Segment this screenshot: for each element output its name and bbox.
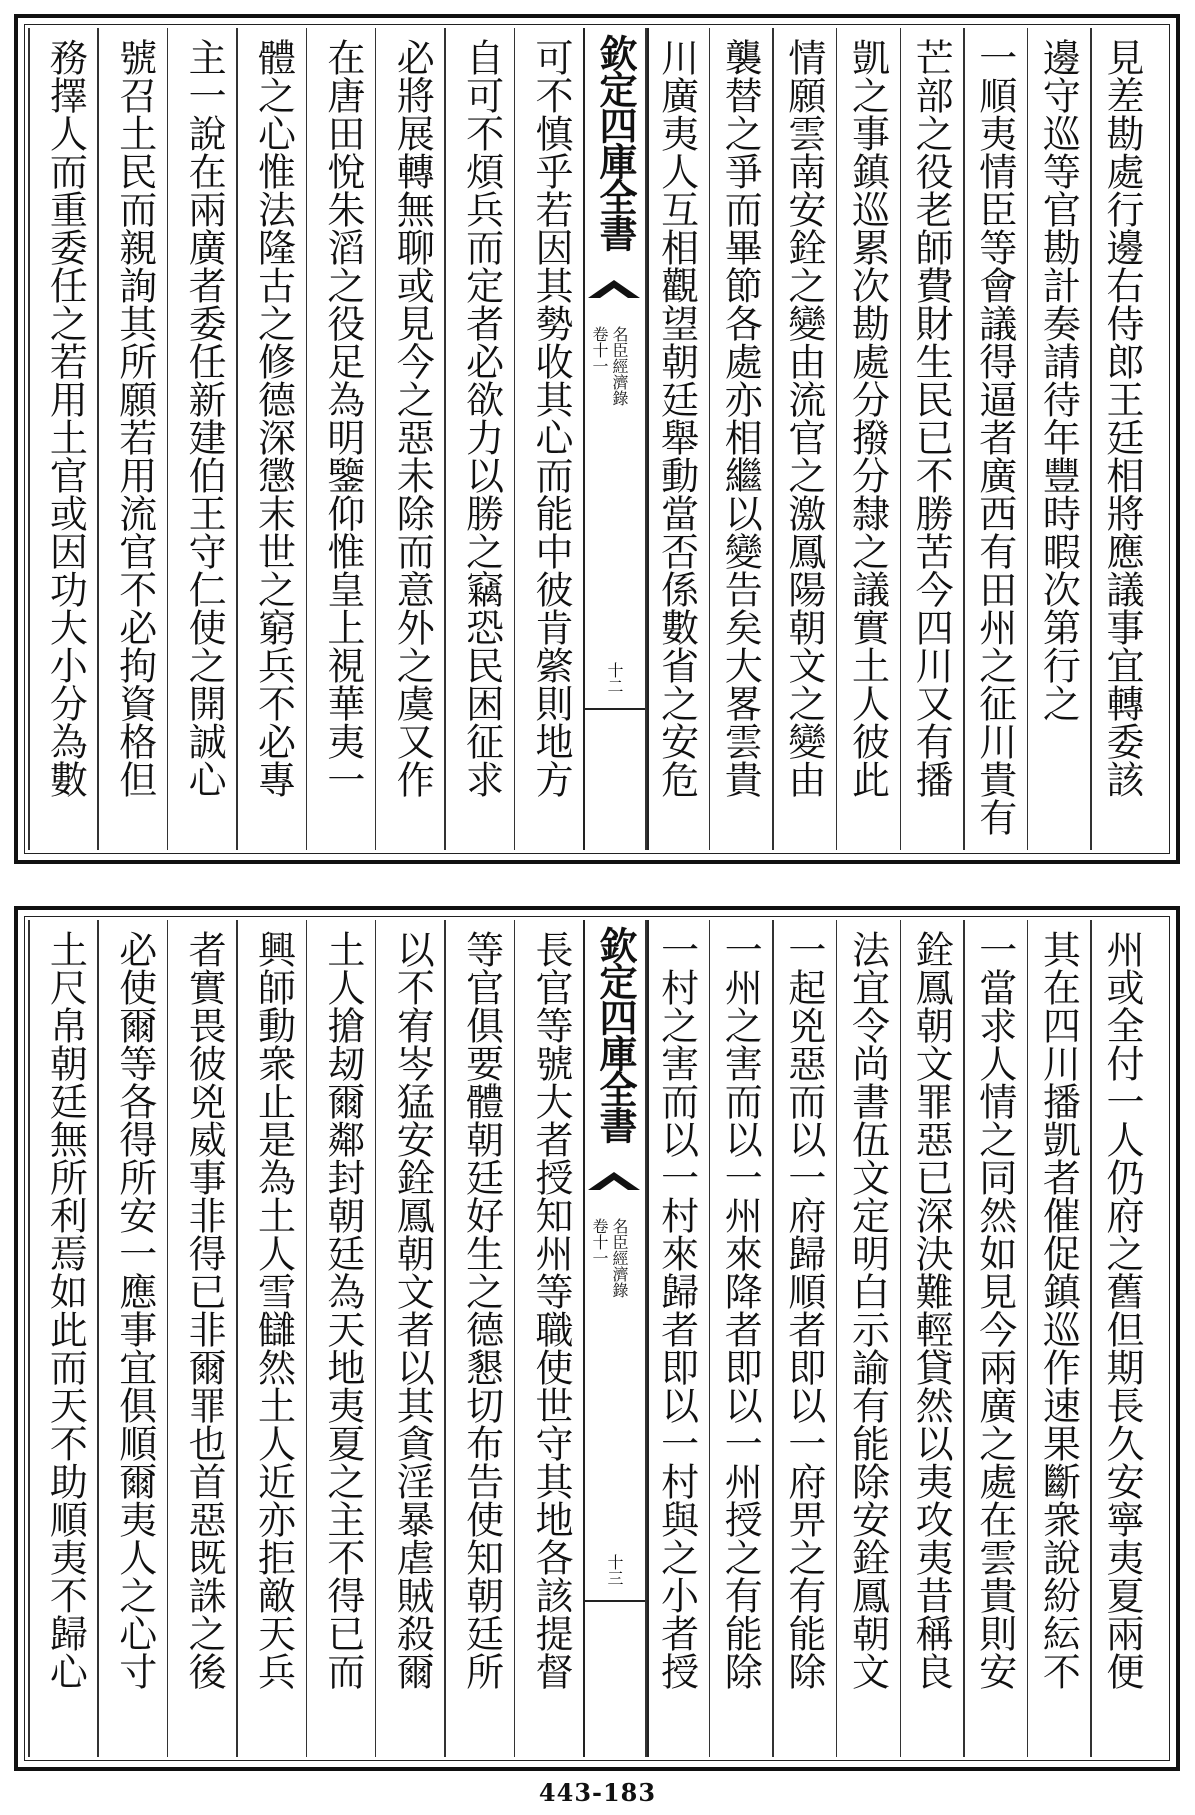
bottom-center-rule xyxy=(585,1600,647,1602)
top-fish-tail-mark xyxy=(588,278,640,298)
bottom-text-column-left-2: 等官俱要體朝廷好生之德懇切布告使知朝廷所 xyxy=(459,930,504,1690)
top-text-column-left-3: 必將展轉無聊或見今之惡未除而意外之虞又作 xyxy=(390,38,435,798)
top-text-column-right-6: 情願雲南安銓之變由流官之激鳳陽朝文之變由 xyxy=(781,38,826,798)
bottom-text-column-left-8: 土尺帛朝廷無所利焉如此而天不助順夷不歸心 xyxy=(43,930,88,1690)
top-text-column-right-4: 芒部之役老師費財生民已不勝苦今四川又有播 xyxy=(909,38,954,798)
bottom-page-frame xyxy=(14,906,1180,1771)
top-center-title: 欽定四庫全書 xyxy=(593,34,638,250)
top-text-column-right-2: 邊守巡等官勘計奏請待年豐時暇次第行之 xyxy=(1036,38,1081,722)
bottom-page-columns xyxy=(28,920,1166,1757)
top-text-column-left-1: 可不慎乎若因其勢收其心而能中彼肯綮則地方 xyxy=(529,38,573,798)
bottom-text-column-right-7: 一州之害而以一州來降者即以一州授之有能除 xyxy=(718,930,763,1690)
bottom-center-title: 欽定四庫全書 xyxy=(593,926,638,1142)
top-center-book: 名臣經濟錄 xyxy=(610,326,629,406)
top-text-column-right-7: 襲替之爭而畢節各處亦相繼以變告矣大畧雲貴 xyxy=(718,38,763,798)
bottom-text-column-left-1: 長官等號大者授知州等職使世守其地各該提督 xyxy=(529,930,573,1690)
top-center-rule xyxy=(585,708,647,710)
top-page-frame xyxy=(14,14,1180,864)
top-text-column-left-5: 體之心惟法隆古之修德深懲末世之窮兵不必專 xyxy=(251,38,296,798)
bottom-text-column-right-5: 法宜令尚書伍文定明白示諭有能除安銓鳳朝文 xyxy=(845,930,890,1690)
top-text-column-left-2: 自可不煩兵而定者必欲力以勝之竊恐民困征求 xyxy=(459,38,504,798)
bottom-text-column-right-2: 其在四川播凱者催促鎮巡作速果斷衆說紛紜不 xyxy=(1036,930,1081,1690)
bottom-text-column-left-4: 土人搶刼爾鄰封朝廷為天地夷夏之主不得已而 xyxy=(320,930,365,1690)
bottom-center-page: 十三 xyxy=(605,1554,624,1586)
bottom-text-column-right-6: 一起兇惡而以一府歸順者即以一府畀之有能除 xyxy=(781,930,826,1690)
bottom-text-column-left-3: 以不宥岑猛安銓鳳朝文者以其貪淫暴虐賊殺爾 xyxy=(390,930,435,1690)
top-text-column-right-3: 一順夷情臣等會議得逼者廣西有田州之征川貴有 xyxy=(972,38,1017,836)
bottom-text-column-right-1: 州或全付一人仍府之舊但期長久安寧夷夏兩便 xyxy=(1100,930,1144,1690)
top-text-column-right-1: 見差勘處行邊右侍郎王廷相將應議事宜轉委該 xyxy=(1100,38,1144,798)
top-text-column-left-7: 號召土民而親詢其所願若用流官不必拘資格但 xyxy=(112,38,157,798)
top-text-column-right-5: 凱之事鎮巡累次勘處分撥分隸之議實土人彼此 xyxy=(845,38,890,798)
page-footer-number: 443-183 xyxy=(538,1778,657,1807)
bottom-text-column-left-7: 必使爾等各得所安一應事宜俱順爾夷人之心寸 xyxy=(112,930,157,1690)
bottom-center-volume: 卷十一 xyxy=(590,1218,609,1266)
top-center-column xyxy=(583,28,649,850)
top-text-column-left-8: 務擇人而重委任之若用土官或因功大小分為數 xyxy=(43,38,88,798)
bottom-text-column-left-6: 者實畏彼兇威事非得已非爾罪也首惡既誅之後 xyxy=(182,930,227,1690)
top-text-column-left-4: 在唐田悅朱滔之役足為明鑒仰惟皇上視華夷一 xyxy=(320,38,365,798)
top-text-column-left-6: 主一說在兩廣者委任新建伯王守仁使之開誠心 xyxy=(182,38,227,798)
top-center-volume: 卷十一 xyxy=(590,326,609,374)
bottom-text-column-right-8: 一村之害而以一村來歸者即以一村與之小者授 xyxy=(654,930,699,1690)
top-text-column-right-8: 川廣夷人互相觀望朝廷舉動當否係數省之安危 xyxy=(654,38,699,798)
bottom-center-book: 名臣經濟錄 xyxy=(610,1218,629,1298)
bottom-text-column-right-4: 銓鳳朝文罪惡已深決難輕貸然以夷攻夷昔稱良 xyxy=(909,930,954,1690)
top-page-columns xyxy=(28,28,1166,850)
bottom-text-column-left-5: 興師動衆止是為土人雪讎然土人近亦拒敵天兵 xyxy=(251,930,296,1690)
top-center-page: 十二 xyxy=(605,662,624,694)
bottom-text-column-right-3: 一當求人情之同然如見今兩廣之處在雲貴則安 xyxy=(972,930,1017,1690)
bottom-fish-tail-mark xyxy=(588,1170,640,1190)
bottom-center-column xyxy=(583,920,649,1757)
